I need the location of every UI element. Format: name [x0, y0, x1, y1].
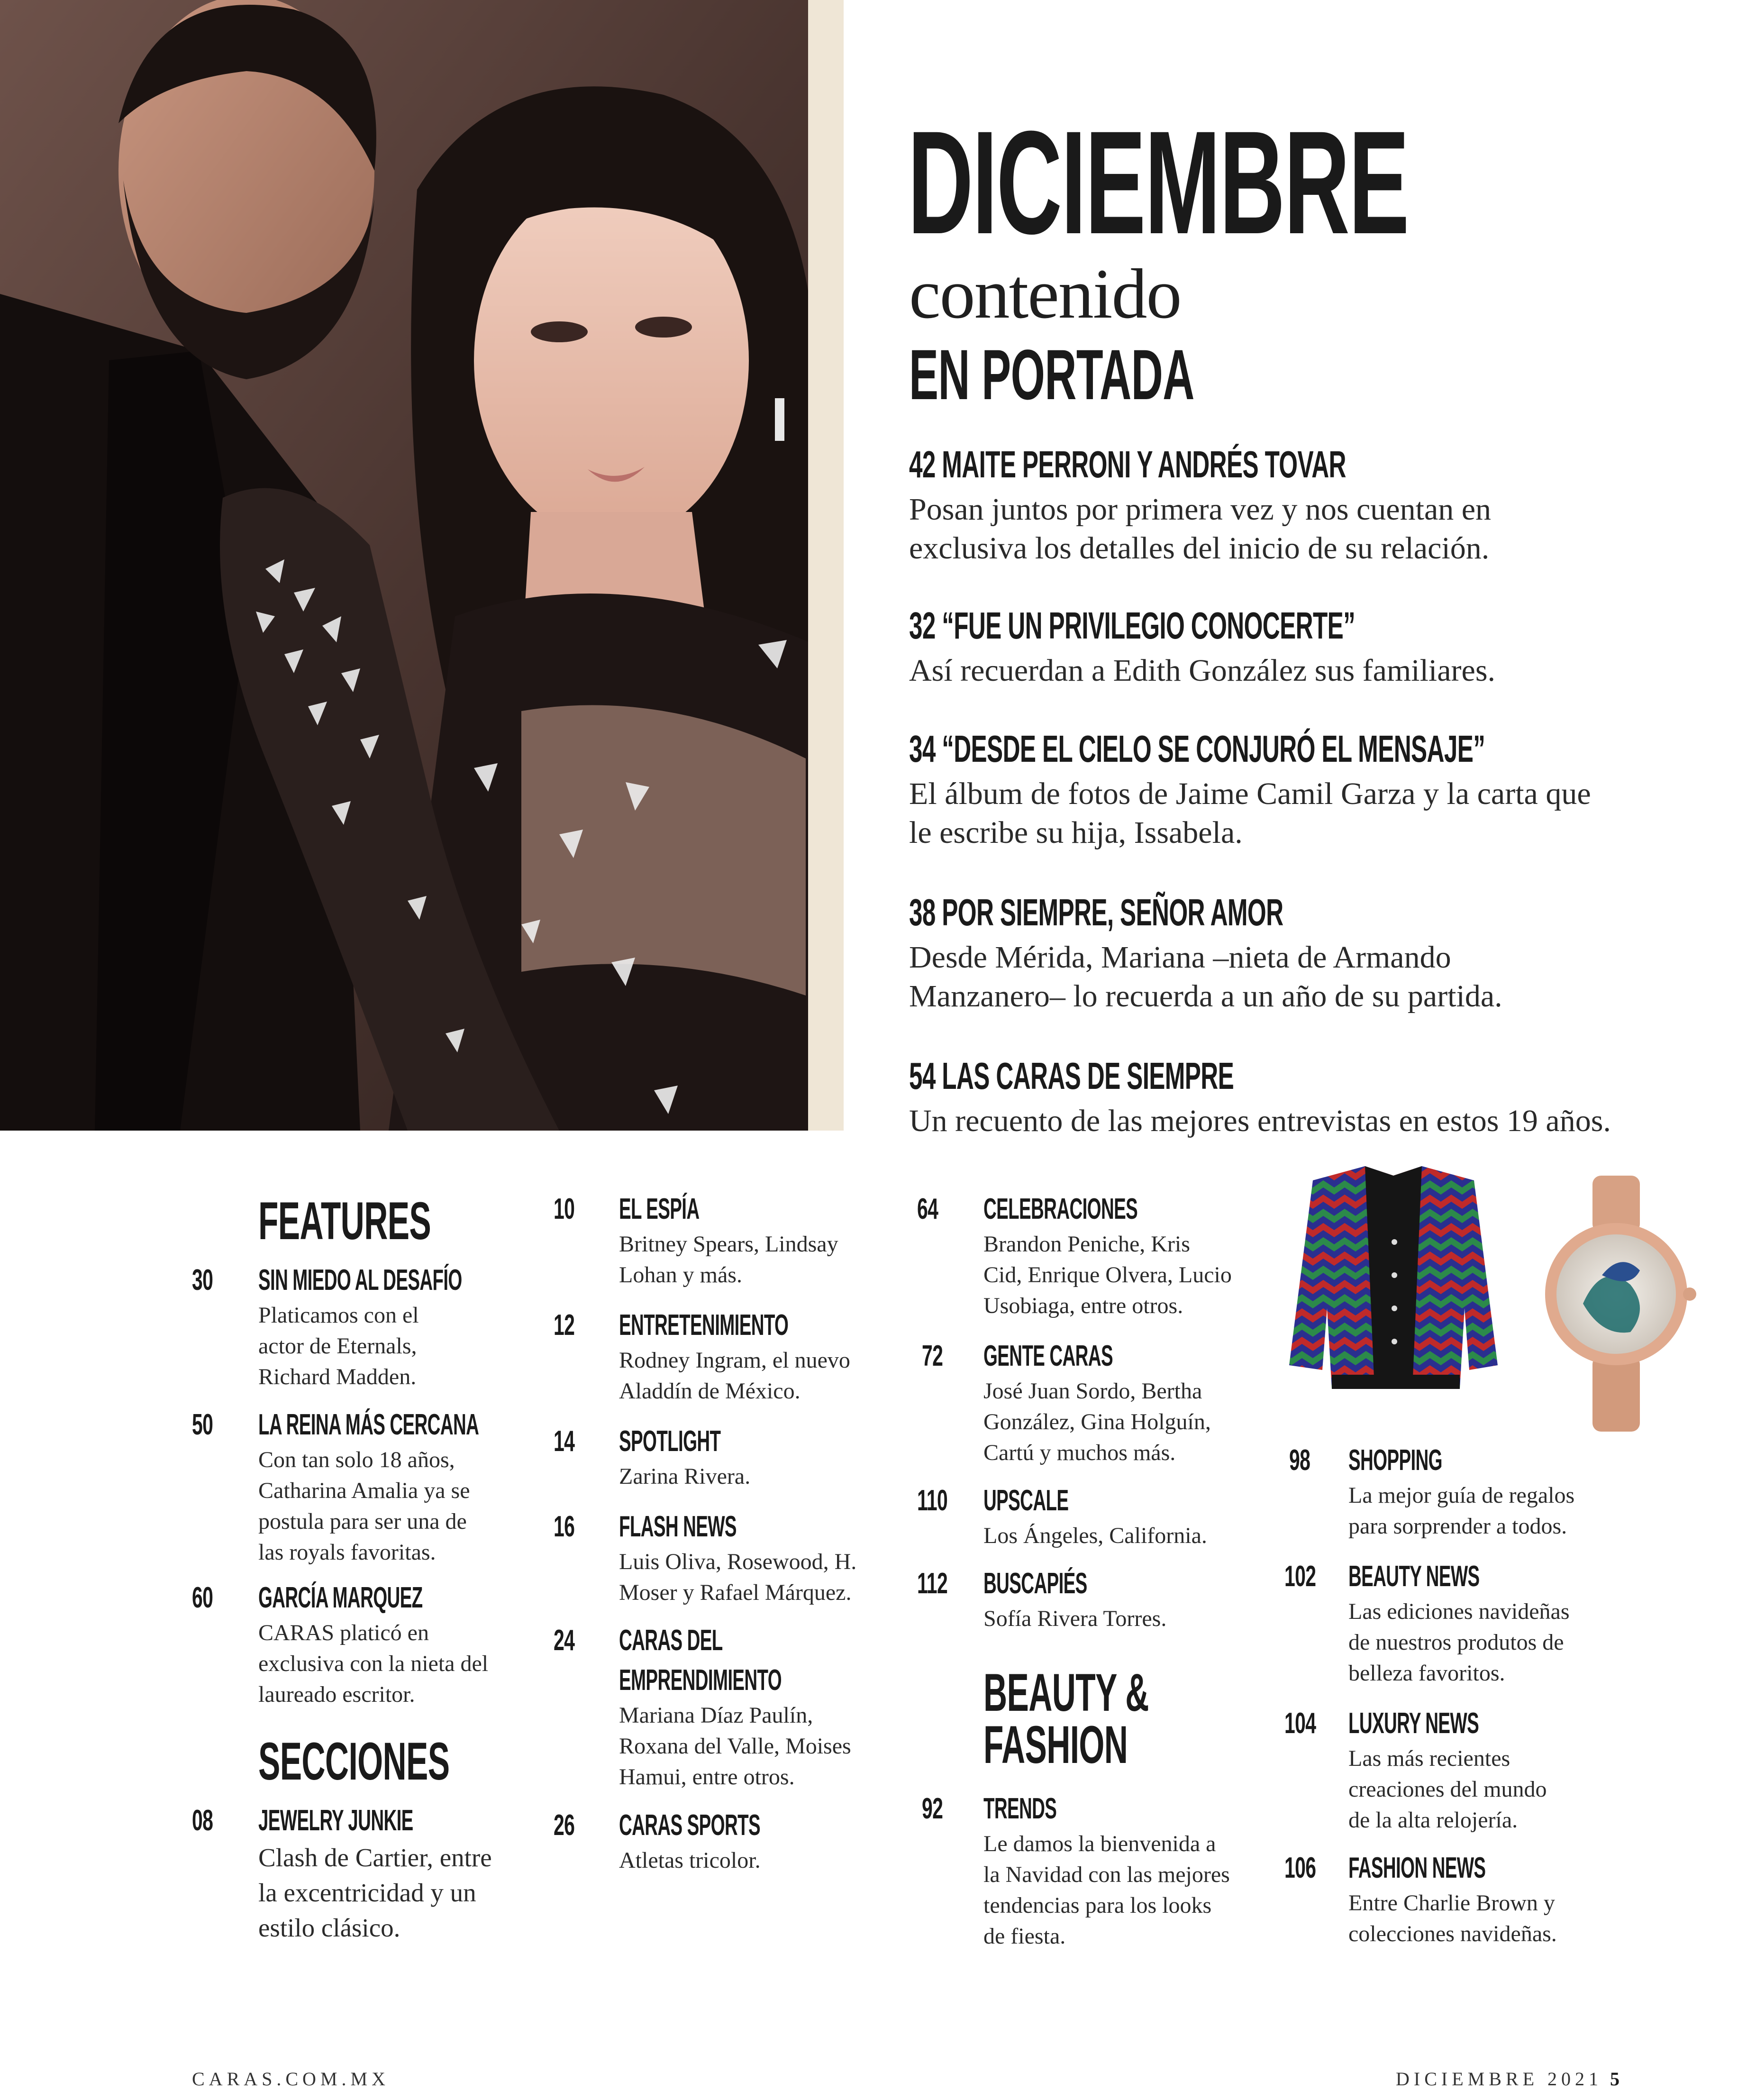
entry-title: SHOPPING [1348, 1444, 1442, 1477]
entry-text: las royals favoritas. [258, 1540, 436, 1565]
entry-text: Richard Madden. [258, 1364, 417, 1389]
page-number: 60 [192, 1581, 213, 1614]
cover-story-title: 54 LAS CARAS DE SIEMPRE [909, 1055, 1234, 1097]
entry-title: LA REINA MÁS CERCANA [258, 1408, 479, 1441]
entry-text: Los Ángeles, California. [983, 1523, 1207, 1548]
entry-title: JEWELRY JUNKIE [258, 1804, 413, 1837]
entry-title: CELEBRACIONES [983, 1193, 1138, 1225]
page-number: 16 [554, 1510, 575, 1543]
entry-text: Brandon Peniche, Kris [983, 1232, 1190, 1257]
cover-story-text: Manzanero– lo recuerda a un año de su partida. [909, 979, 1502, 1013]
entry-text: Atletas tricolor. [619, 1848, 761, 1873]
page-number: 30 [192, 1264, 213, 1297]
section-heading-features: FEATURES [258, 1191, 431, 1251]
page-number: 72 [922, 1340, 943, 1372]
entry-title: ENTRETENIMIENTO [619, 1309, 789, 1342]
section-heading-fashion: FASHION [983, 1715, 1128, 1774]
page-number: 98 [1289, 1444, 1310, 1477]
cover-story[interactable] [909, 730, 1715, 852]
entry-text: González, Gina Holguín, [983, 1409, 1211, 1434]
cover-story-title: 42 MAITE PERRONI Y ANDRÉS TOVAR [909, 443, 1346, 485]
entry-text: colecciones navideñas. [1348, 1921, 1557, 1946]
cover-story[interactable] [909, 443, 1715, 568]
entry-text: Catharina Amalia ya se [258, 1478, 470, 1503]
cover-story-title: 32 “FUE UN PRIVILEGIO CONOCERTE” [909, 604, 1356, 647]
entry-text: Platicamos con el [258, 1303, 419, 1328]
entry-title: FLASH NEWS [619, 1510, 737, 1543]
product-images [1270, 1166, 1706, 1436]
footer-issue [1396, 2068, 1620, 2090]
page-number: 24 [554, 1624, 575, 1657]
entry-title: EL ESPÍA [619, 1193, 700, 1225]
entry-text: Mariana Díaz Paulín, [619, 1703, 813, 1728]
entry-text: tendencias para los looks [983, 1893, 1212, 1918]
cover-heading: EN PORTADA [909, 335, 1194, 414]
page-number: 50 [192, 1408, 213, 1441]
cover-story[interactable] [909, 891, 1715, 1016]
cover-story[interactable] [909, 604, 1715, 690]
entry-text: CARAS platicó en [258, 1620, 429, 1645]
entry-text: Clash de Cartier, entre [258, 1843, 492, 1872]
entry-title: GENTE CARAS [983, 1340, 1113, 1372]
entry-text: para sorprender a todos. [1348, 1514, 1567, 1539]
page-number: 08 [192, 1804, 213, 1837]
entry-title: BEAUTY NEWS [1348, 1560, 1480, 1593]
entry-text: Las ediciones navideñas [1348, 1599, 1570, 1624]
entry-text: Cid, Enrique Olvera, Lucio [983, 1262, 1232, 1287]
cover-story-text: Así recuerdan a Edith González sus familiares. [909, 653, 1496, 688]
entry-text: exclusiva con la nieta del [258, 1651, 489, 1676]
entry-title: BUSCAPIÉS [983, 1567, 1087, 1600]
section-heading-secciones: SECCIONES [258, 1732, 450, 1791]
page-number: 106 [1284, 1852, 1316, 1884]
entry-title: LUXURY NEWS [1348, 1707, 1479, 1740]
cover-story-text: El álbum de fotos de Jaime Camil Garza y la carta que [909, 776, 1591, 811]
entry-title: CARAS DEL [619, 1624, 723, 1657]
entry-text: Sofía Rivera Torres. [983, 1606, 1167, 1631]
entry-title: TRENDS [983, 1792, 1057, 1825]
entry-text: José Juan Sordo, Bertha [983, 1379, 1202, 1404]
entry-text: Zarina Rivera. [619, 1464, 751, 1489]
footer-issue-label: DICIEMBRE 2021 [1396, 2068, 1602, 2090]
entry-text: laureado escritor. [258, 1682, 415, 1707]
entry-text: Las más recientes [1348, 1746, 1510, 1771]
entry-text: Roxana del Valle, Moises [619, 1734, 851, 1759]
entry-text: de fiesta. [983, 1924, 1066, 1949]
entry-text: Aladdín de México. [619, 1379, 801, 1404]
entry-text: de la alta relojería. [1348, 1808, 1518, 1833]
entry-text: Lohan y más. [619, 1262, 742, 1287]
footer-page-number: 5 [1610, 2068, 1620, 2090]
cover-story-text: Desde Mérida, Mariana –nieta de Armando [909, 940, 1451, 975]
cover-story-text: Un recuento de las mejores entrevistas en estos 19 años. [909, 1104, 1611, 1138]
entry-text: creaciones del mundo [1348, 1777, 1547, 1802]
page-number: 14 [554, 1425, 575, 1458]
entry-title: FASHION NEWS [1348, 1852, 1486, 1884]
cover-story-text: exclusiva los detalles del inicio de su relación. [909, 531, 1490, 566]
entry-text: Le damos la bienvenida a [983, 1831, 1216, 1856]
page-number: 92 [922, 1792, 943, 1825]
page-number: 110 [917, 1484, 948, 1517]
cover-story-title: 34 “DESDE EL CIELO SE CONJURÓ EL MENSAJE” [909, 728, 1485, 770]
entry-text: estilo clásico. [258, 1913, 400, 1942]
entry-text: Moser y Rafael Márquez. [619, 1580, 852, 1605]
footer-website[interactable]: CARAS.COM.MX [192, 2068, 390, 2090]
page-number: 112 [917, 1567, 948, 1600]
cover-story[interactable] [909, 1057, 1715, 1141]
entry-text: la Navidad con las mejores [983, 1862, 1230, 1887]
entry-title: CARAS SPORTS [619, 1809, 760, 1842]
cover-photo [0, 0, 844, 1131]
entry-title: UPSCALE [983, 1484, 1069, 1517]
page-number: 64 [917, 1193, 938, 1225]
page-number: 104 [1284, 1707, 1316, 1740]
entry-title: SPOTLIGHT [619, 1425, 721, 1458]
entry-text: de nuestros produtos de [1348, 1630, 1564, 1655]
entry-text: Entre Charlie Brown y [1348, 1890, 1555, 1916]
entry-text: belleza favoritos. [1348, 1661, 1505, 1686]
entry-title: GARCÍA MARQUEZ [258, 1581, 423, 1614]
entry-text: Usobiaga, entre otros. [983, 1293, 1183, 1318]
entry-title: EMPRENDIMIENTO [619, 1664, 782, 1697]
entry-text: actor de Eternals, [258, 1333, 417, 1359]
entry-text: Cartú y muchos más. [983, 1440, 1176, 1465]
cover-story-text: le escribe su hija, Issabela. [909, 815, 1243, 850]
cover-story-title: 38 POR SIEMPRE, SEÑOR AMOR [909, 891, 1283, 933]
entry-text: Luis Oliva, Rosewood, H. [619, 1549, 857, 1574]
entry-text: la excentricidad y un [258, 1878, 476, 1907]
entry-text: La mejor guía de regalos [1348, 1483, 1575, 1508]
entry-title: SIN MIEDO AL DESAFÍO [258, 1264, 462, 1297]
cover-story-text: Posan juntos por primera vez y nos cuentan en [909, 492, 1492, 527]
entry-text: Britney Spears, Lindsay [619, 1232, 838, 1257]
entry-text: Con tan solo 18 años, [258, 1447, 455, 1472]
entry-text: postula para ser una de [258, 1509, 467, 1534]
photo-frame-edge [808, 0, 844, 1131]
section-heading-beauty: BEAUTY & [983, 1663, 1149, 1722]
entry-text: Rodney Ingram, el nuevo [619, 1348, 850, 1373]
entry-text: Hamui, entre otros. [619, 1764, 795, 1790]
month-title: DICIEMBRE [908, 100, 1409, 265]
page-number: 12 [554, 1309, 575, 1342]
page-subtitle: contenido [909, 255, 1181, 333]
page-number: 10 [554, 1193, 575, 1225]
page-number: 26 [554, 1809, 575, 1842]
page-number: 102 [1284, 1560, 1316, 1593]
